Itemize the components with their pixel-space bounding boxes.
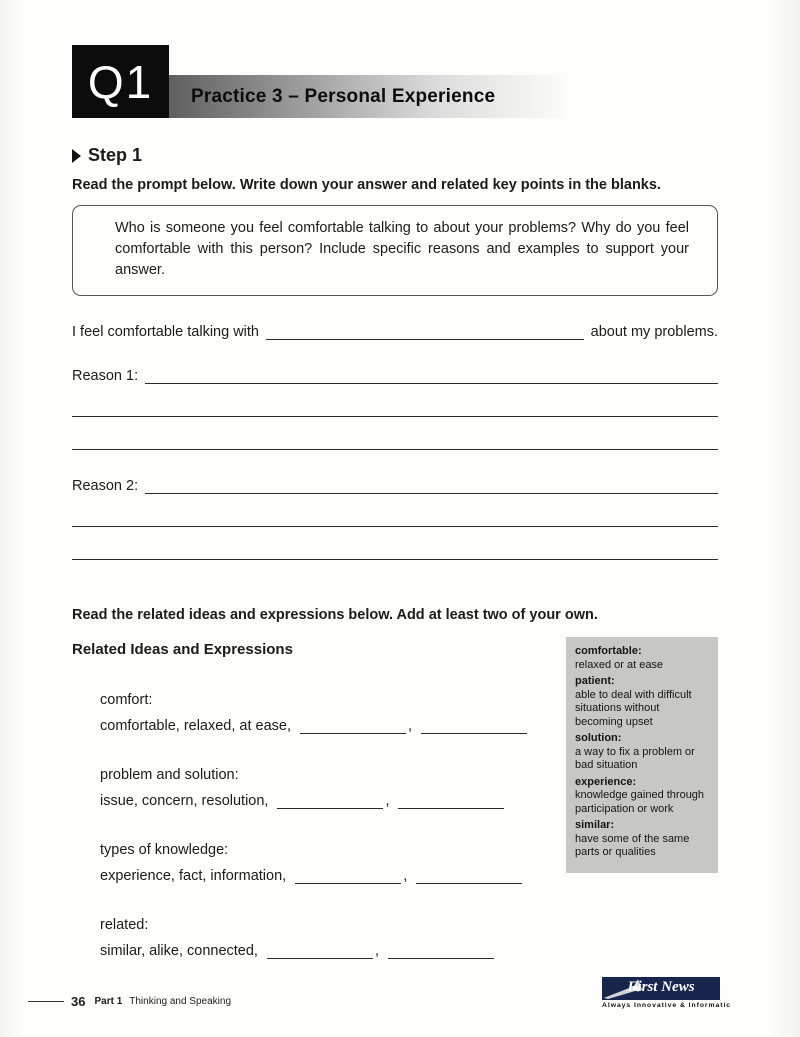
page-footer: [28, 977, 732, 1009]
unit-badge: [72, 45, 169, 118]
vocab-definition: relaxed or at ease: [575, 658, 664, 671]
group-label: types of knowledge:: [100, 842, 229, 858]
group-items: experience, fact, information,: [100, 868, 287, 884]
vocab-entry: [575, 819, 709, 860]
group-items-line: [100, 793, 566, 809]
blank-line: [145, 367, 718, 384]
footer-section: Thinking and Speaking: [129, 996, 232, 1007]
related-heading: Related Ideas and Expressions: [72, 641, 293, 658]
group-label: related:: [100, 917, 149, 933]
reason-1-block: [72, 367, 718, 450]
reason-2-label: Reason 2:: [72, 478, 139, 494]
vocab-definition: a way to fix a problem or bad situation: [575, 745, 695, 771]
vocab-entry: [575, 776, 709, 817]
expression-group: [100, 842, 566, 884]
vocab-term: comfortable:: [575, 645, 642, 657]
reason-1-label: Reason 1:: [72, 368, 139, 384]
fill-sentence-lead: I feel comfortable talking with: [72, 324, 259, 340]
writing-line: [72, 384, 718, 417]
blank-separator: ,: [403, 868, 408, 884]
blank-line: [266, 323, 584, 340]
vocab-term: similar:: [575, 819, 615, 831]
fill-sentence: [72, 323, 718, 340]
step1-instruction: Read the prompt below. Write down your answer and related key points in the blanks.: [72, 177, 661, 193]
logo-subtitle: Always Innovative & Informatic: [602, 1002, 732, 1009]
title-bar: [169, 75, 563, 118]
group-items-line: [100, 718, 566, 734]
page-header: [72, 45, 800, 118]
reason-2-block: [72, 477, 718, 560]
page-title: Practice 3 – Personal Experience: [191, 85, 496, 107]
blank-line: [295, 869, 401, 884]
blank-line: [416, 869, 522, 884]
vocab-term: patient:: [575, 675, 615, 687]
related-section: [72, 641, 718, 959]
blank-line: [398, 794, 504, 809]
page-content: [0, 145, 800, 959]
vocabulary-sidebar: [566, 637, 718, 873]
related-instruction: Read the related ideas and expressions below. Add at least two of your own.: [72, 607, 598, 623]
vocab-entry: [575, 645, 709, 672]
blank-line: [267, 944, 373, 959]
blank-line: [300, 719, 406, 734]
vocab-definition: knowledge gained through participation or work: [575, 789, 705, 815]
expression-group: [100, 767, 566, 809]
footer-left: [28, 994, 231, 1009]
vocab-term: experience:: [575, 775, 637, 788]
prompt-box: [72, 205, 718, 296]
blank-line: [388, 944, 494, 959]
vocab-definition: able to deal with difficult situations without becoming upset: [575, 688, 692, 728]
expression-group: [100, 917, 566, 959]
blank-separator: ,: [385, 793, 390, 809]
vocab-definition: have some of the same parts or qualities: [575, 832, 690, 858]
blank-separator: ,: [408, 718, 413, 734]
reason-1-label-line: [72, 367, 718, 384]
step-heading: [72, 145, 718, 166]
prompt-text: Who is someone you feel comfortable talking to about your problems? Why do you feel comfortable with this person? Include specific reasons and examples to support your answer.: [115, 220, 689, 278]
reason-2-label-line: [72, 477, 718, 494]
vocab-term: solution:: [575, 732, 622, 744]
group-items: issue, concern, resolution,: [100, 793, 269, 809]
footer-part: Part 1: [94, 996, 123, 1007]
unit-badge-label: Q1: [87, 55, 154, 108]
publisher-logo: [602, 977, 732, 1009]
blank-separator: ,: [374, 943, 379, 959]
blank-line: [145, 477, 718, 494]
writing-line: [72, 527, 718, 560]
step-arrow-icon: [72, 149, 81, 163]
writing-line: [72, 417, 718, 450]
footer-rule: [28, 1001, 64, 1002]
vocab-entry: [575, 732, 709, 773]
group-items: comfortable, relaxed, at ease,: [100, 718, 292, 734]
logo-title: First News: [627, 979, 695, 995]
expression-group: [100, 692, 566, 734]
page-number: 36: [71, 994, 86, 1009]
step-label: Step 1: [88, 145, 143, 165]
fill-sentence-tail: about my problems.: [590, 324, 718, 340]
group-label: problem and solution:: [100, 767, 239, 783]
blank-line: [277, 794, 383, 809]
publisher-logo-box: [602, 977, 720, 1000]
group-items: similar, alike, connected,: [100, 943, 258, 959]
group-items-line: [100, 868, 566, 884]
vocab-entry: [575, 675, 709, 729]
group-label: comfort:: [100, 692, 153, 708]
group-items-line: [100, 943, 566, 959]
blank-line: [421, 719, 527, 734]
writing-line: [72, 494, 718, 527]
expressions-column: [72, 641, 566, 959]
